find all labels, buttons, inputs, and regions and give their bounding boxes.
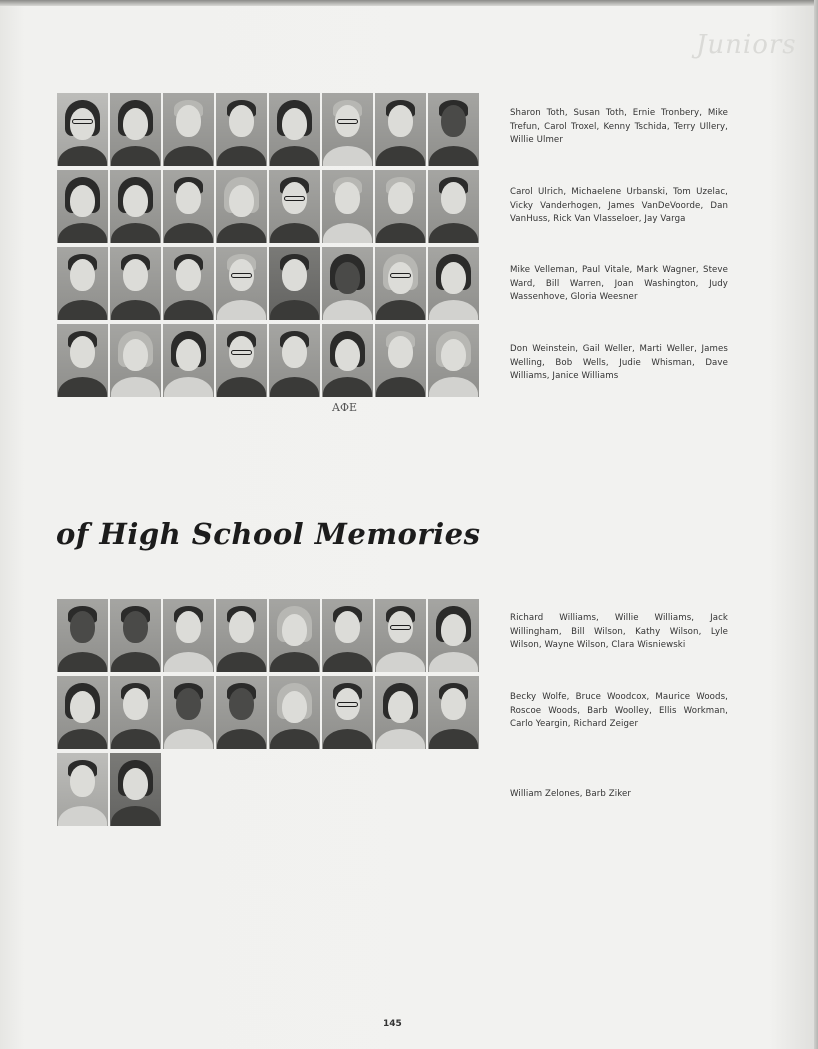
portrait (375, 170, 426, 243)
portrait (110, 599, 161, 672)
portrait (269, 93, 320, 166)
portrait (216, 324, 267, 397)
portrait (57, 93, 108, 166)
portrait (216, 676, 267, 749)
page-number: 145 (383, 1019, 402, 1029)
portrait (163, 599, 214, 672)
name-caption: Carol Ulrich, Michaelene Urbanski, Tom Uzelac, Vicky Vanderhogen, James VanDeVoorde, Dan VanHuss, Rick Van Vlasseloer, Jay Varga (510, 187, 728, 225)
portrait (428, 93, 479, 166)
portrait (163, 676, 214, 749)
portrait (269, 599, 320, 672)
portrait (57, 599, 108, 672)
portrait (57, 676, 108, 749)
portrait (57, 753, 108, 826)
portrait (216, 247, 267, 320)
name-caption: Sharon Toth, Susan Toth, Ernie Tronbery, Mike Trefun, Carol Troxel, Kenny Tschida, Terry Ullery, Willie Ulmer (510, 108, 728, 146)
portrait (322, 170, 373, 243)
portrait (428, 676, 479, 749)
portrait (375, 599, 426, 672)
right-edge (814, 0, 818, 1049)
portrait (428, 599, 479, 672)
portrait (163, 170, 214, 243)
portrait (163, 247, 214, 320)
portrait (269, 247, 320, 320)
name-caption: Mike Velleman, Paul Vitale, Mark Wagner, Steve Ward, Bill Warren, Joan Washington, Judy Wassenhove, Gloria Weesner (510, 265, 728, 303)
portrait (216, 93, 267, 166)
top-edge (0, 0, 818, 6)
portrait (428, 170, 479, 243)
portrait (375, 247, 426, 320)
portrait (110, 170, 161, 243)
portrait (57, 170, 108, 243)
portrait (110, 247, 161, 320)
portrait (322, 93, 373, 166)
portrait (322, 324, 373, 397)
handwritten-note: ΑΦΕ (332, 401, 357, 414)
portrait (375, 676, 426, 749)
portrait (163, 93, 214, 166)
name-caption: Becky Wolfe, Bruce Woodcox, Maurice Woods, Roscoe Woods, Barb Woolley, Ellis Workman, Carlo Yeargin, Richard Zeiger (510, 692, 728, 730)
portrait (57, 247, 108, 320)
section-heading: of High School Memories (56, 517, 481, 551)
portrait (110, 324, 161, 397)
portrait (428, 247, 479, 320)
portrait (428, 324, 479, 397)
portrait (322, 676, 373, 749)
portrait (110, 676, 161, 749)
photo-grid-upper (57, 93, 479, 397)
portrait (57, 324, 108, 397)
portrait (322, 247, 373, 320)
portrait (375, 324, 426, 397)
name-caption: William Zelones, Barb Ziker (510, 789, 632, 799)
portrait (269, 324, 320, 397)
portrait (269, 170, 320, 243)
faint-page-title: Juniors (696, 30, 797, 60)
portrait (216, 170, 267, 243)
portrait (163, 324, 214, 397)
name-caption: Richard Williams, Willie Williams, Jack Willingham, Bill Wilson, Kathy Wilson, Lyle Wilson, Wayne Wilson, Clara Wisniewski (510, 613, 728, 651)
portrait (216, 599, 267, 672)
portrait (269, 676, 320, 749)
portrait (375, 93, 426, 166)
name-caption: Don Weinstein, Gail Weller, Marti Weller, James Welling, Bob Wells, Judie Whisman, Dave Williams, Janice Williams (510, 344, 728, 382)
portrait (110, 93, 161, 166)
portrait (322, 599, 373, 672)
photo-grid-lower (57, 599, 479, 826)
portrait (110, 753, 161, 826)
